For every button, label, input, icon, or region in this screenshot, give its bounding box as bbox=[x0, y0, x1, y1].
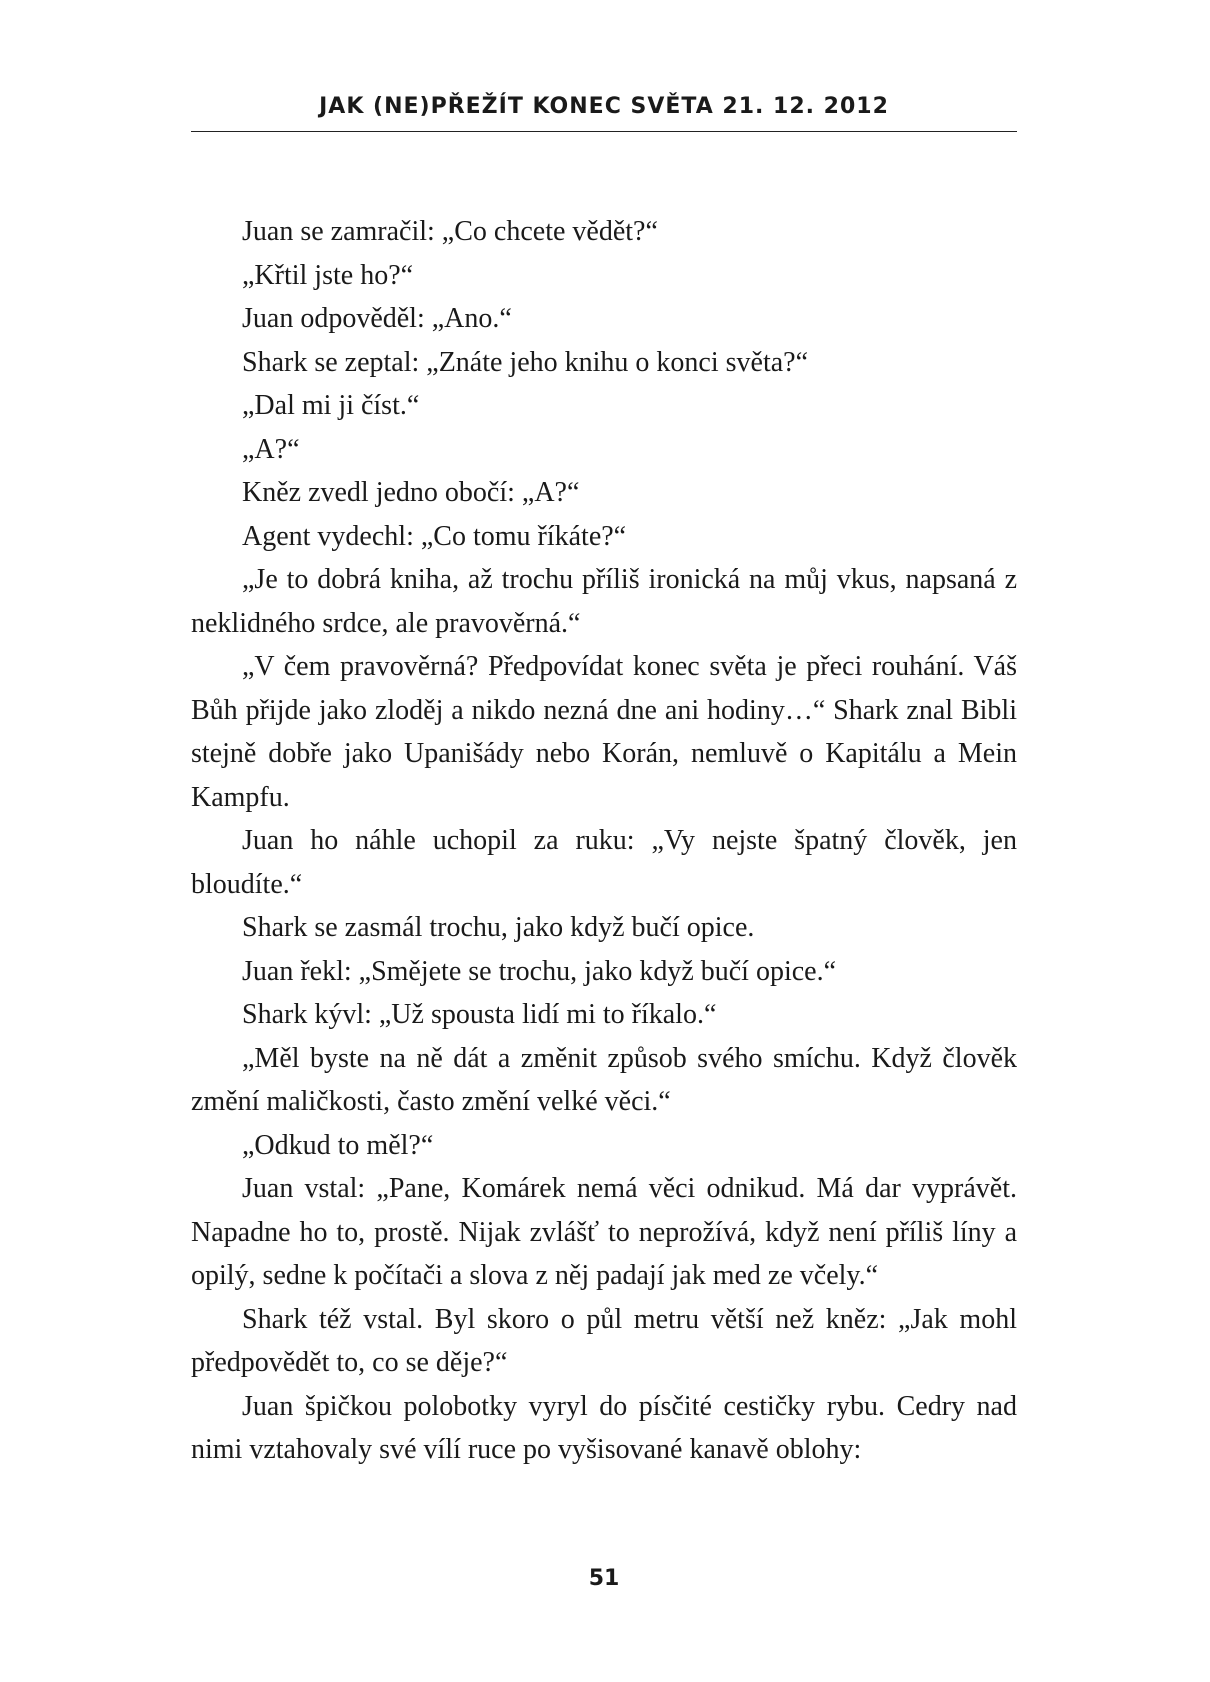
running-title: JAK (NE)PŘEŽÍT KONEC SVĚTA 21. 12. 2012 bbox=[319, 94, 889, 119]
paragraph: Juan špičkou polobotky vyryl do písčité cestičky rybu. Cedry nad nimi vztahovaly své vílí ruce po vyšisované kanavě oblohy: bbox=[191, 1390, 1017, 1465]
paragraph: Juan řekl: „Smějete se trochu, jako když bučí opice.“ bbox=[242, 955, 837, 987]
paragraph: „V čem pravověrná? Předpovídat konec světa je přeci rouhání. Váš Bůh přijde jako zloděj a nikdo nezná dne ani hodiny…“ Shark znal Bibli stejně dobře jako Upanišády nebo Korán, nemluvě o Kapitálu a Mein Kampfu. bbox=[191, 651, 1017, 813]
paragraph: Shark se zeptal: „Znáte jeho knihu o konci světa?“ bbox=[242, 346, 809, 378]
paragraph: „Křtil jste ho?“ bbox=[242, 259, 414, 291]
paragraph: Juan ho náhle uchopil za ruku: „Vy nejste špatný člověk, jen bloudíte.“ bbox=[191, 825, 1017, 900]
paragraph: Shark kývl: „Už spousta lidí mi to říkalo.“ bbox=[242, 999, 717, 1030]
page-number: 51 bbox=[588, 1566, 620, 1591]
paragraph: „Je to dobrá kniha, až trochu příliš ironická na můj vkus, napsaná z neklidného srdce, ale pravověrná.“ bbox=[191, 564, 1017, 639]
paragraph: Juan se zamračil: „Co chcete vědět?“ bbox=[242, 216, 658, 247]
header-rule bbox=[191, 131, 1017, 132]
paragraph: Shark se zasmál trochu, jako když bučí opice. bbox=[242, 912, 755, 943]
paragraph: Kněz zvedl jedno obočí: „A?“ bbox=[242, 477, 580, 508]
paragraph: „A?“ bbox=[242, 433, 300, 465]
paragraph: Juan odpověděl: „Ano.“ bbox=[242, 303, 512, 334]
paragraph: „Dal mi ji číst.“ bbox=[242, 390, 420, 421]
paragraph: Shark též vstal. Byl skoro o půl metru větší než kněz: „Jak mohl předpovědět to, co se děje?“ bbox=[191, 1303, 1017, 1378]
paragraph: „Odkud to měl?“ bbox=[242, 1129, 434, 1161]
paragraph: Agent vydechl: „Co tomu říkáte?“ bbox=[242, 520, 627, 552]
paragraph: „Měl byste na ně dát a změnit způsob svého smíchu. Když člověk změní maličkosti, často změní velké věci.“ bbox=[191, 1042, 1017, 1117]
body-text bbox=[191, 210, 1017, 1472]
paragraph: Juan vstal: „Pane, Komárek nemá věci odnikud. Má dar vyprávět. Napadne ho to, prostě. Nijak zvlášť to neprožívá, když není příliš líny a opilý, sedne k počítači a slova z něj padají jak med ze včely.“ bbox=[191, 1173, 1017, 1291]
